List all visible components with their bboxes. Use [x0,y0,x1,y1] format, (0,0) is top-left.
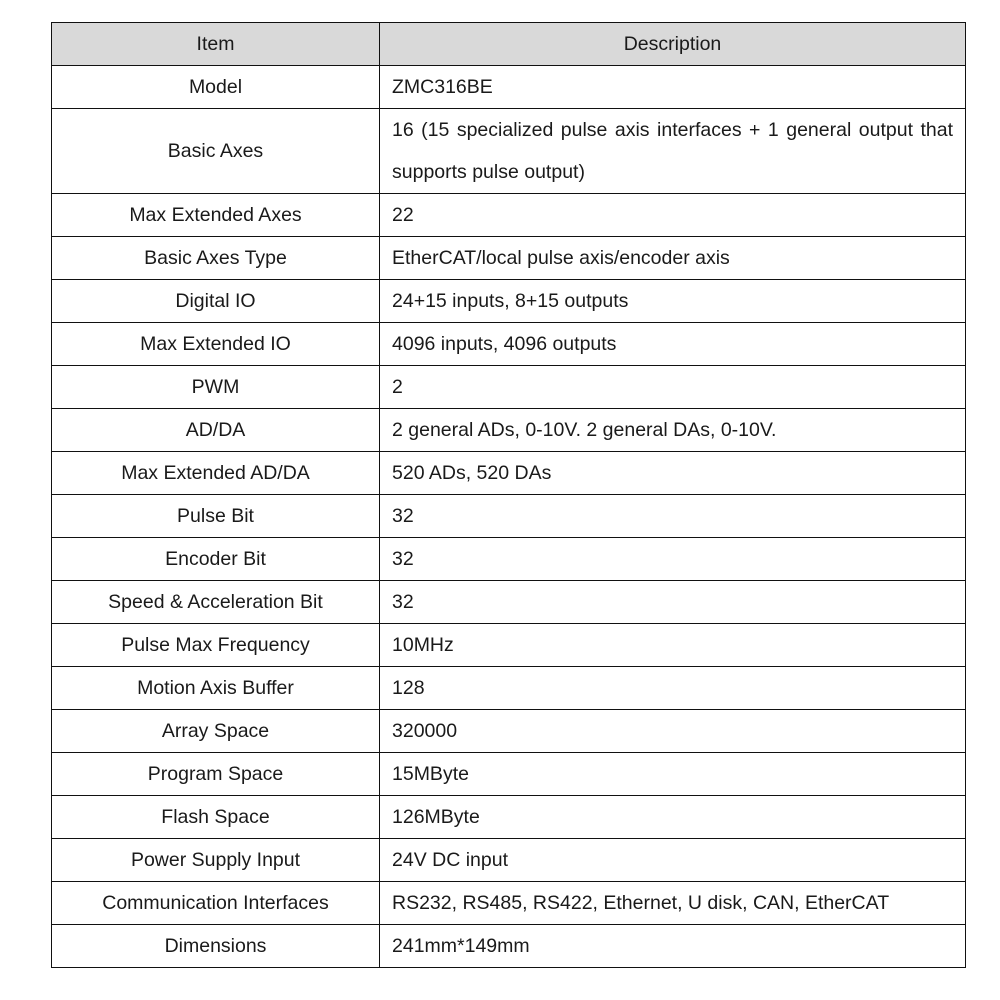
row-description: 32 [380,581,966,624]
row-item-label: Array Space [52,710,380,753]
row-description: 10MHz [380,624,966,667]
table-row [52,194,966,237]
row-item-label: Dimensions [52,925,380,968]
table-row [52,452,966,495]
table-row [52,538,966,581]
row-item-label: Max Extended IO [52,323,380,366]
table-row [52,409,966,452]
table-row [52,280,966,323]
row-item-label: Model [52,66,380,109]
row-item-label: Encoder Bit [52,538,380,581]
row-description: 15MByte [380,753,966,796]
table-row [52,796,966,839]
row-item-label: PWM [52,366,380,409]
row-item-label: Pulse Bit [52,495,380,538]
table-header-row [52,23,966,66]
row-item-label: Digital IO [52,280,380,323]
table-row [52,581,966,624]
row-description: 32 [380,495,966,538]
row-item-label: Max Extended Axes [52,194,380,237]
row-description: 126MByte [380,796,966,839]
row-item-label: Flash Space [52,796,380,839]
table-row [52,667,966,710]
row-description: 24+15 inputs, 8+15 outputs [380,280,966,323]
table-row [52,323,966,366]
table-row [52,366,966,409]
row-item-label: Speed & Acceleration Bit [52,581,380,624]
row-description: 320000 [380,710,966,753]
row-description: 2 [380,366,966,409]
table-row [52,839,966,882]
table-row [52,237,966,280]
row-description: 22 [380,194,966,237]
row-item-label: Max Extended AD/DA [52,452,380,495]
row-description: 24V DC input [380,839,966,882]
table-row [52,925,966,968]
table-row [52,753,966,796]
row-description: ZMC316BE [380,66,966,109]
table-row [52,495,966,538]
table-row [52,710,966,753]
row-item-label: Communication Interfaces [52,882,380,925]
row-item-label: Motion Axis Buffer [52,667,380,710]
row-item-label: Power Supply Input [52,839,380,882]
row-description: 2 general ADs, 0-10V. 2 general DAs, 0-10V. [380,409,966,452]
row-description: RS232, RS485, RS422, Ethernet, U disk, CAN, EtherCAT [380,882,966,925]
row-description: 241mm*149mm [380,925,966,968]
table-row [52,66,966,109]
row-description: 32 [380,538,966,581]
row-description: 4096 inputs, 4096 outputs [380,323,966,366]
row-item-label: Basic Axes [52,109,380,194]
row-description: 520 ADs, 520 DAs [380,452,966,495]
row-description: 128 [380,667,966,710]
table-row [52,624,966,667]
table-row [52,109,966,194]
row-item-label: Pulse Max Frequency [52,624,380,667]
row-description: EtherCAT/local pulse axis/encoder axis [380,237,966,280]
description-column-header: Description [380,23,966,66]
table-row [52,882,966,925]
row-item-label: AD/DA [52,409,380,452]
row-item-label: Program Space [52,753,380,796]
row-description: 16 (15 specialized pulse axis interfaces + 1 general output that supports pulse output) [380,109,966,194]
spec-table [51,22,966,968]
item-column-header: Item [52,23,380,66]
row-item-label: Basic Axes Type [52,237,380,280]
